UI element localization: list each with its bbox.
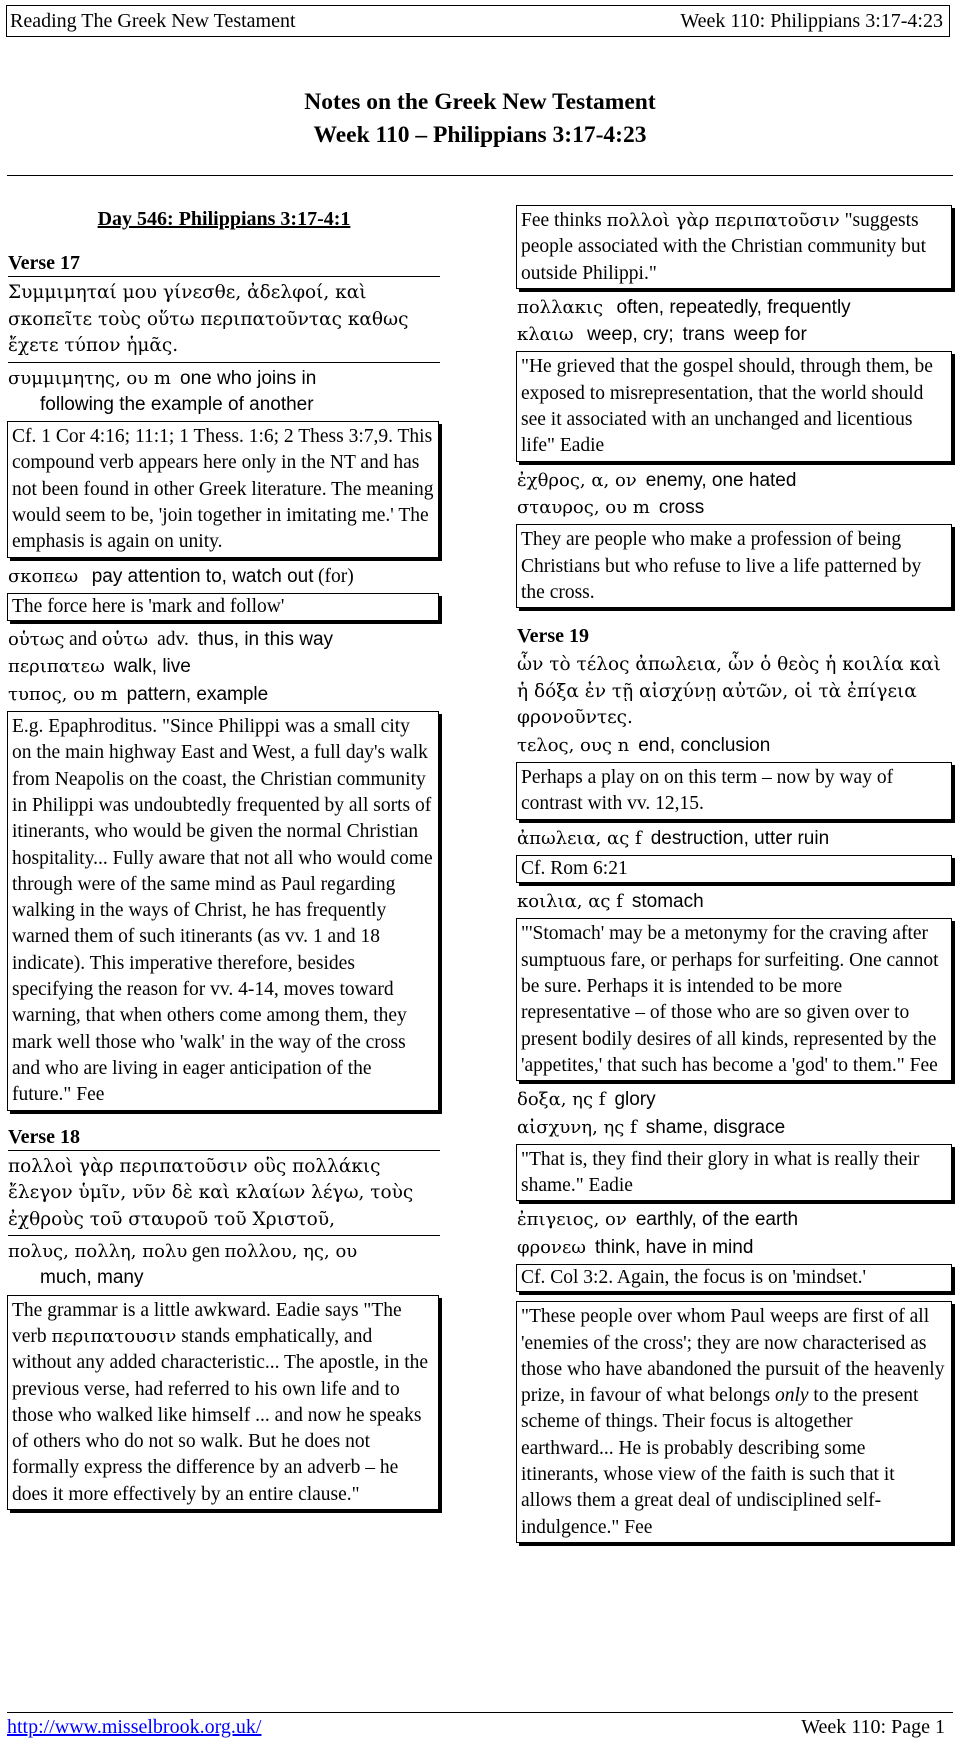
vocab-english: pay attention to, watch out (91, 565, 314, 587)
vocab-english: one who joins in (180, 367, 317, 389)
vocab-entry (517, 888, 953, 915)
vocab-entry (517, 294, 953, 321)
note-text: stands emphatically, and without any added characteristic... The apostle, in the previous verse, had referred to his own life and to those who walked like himself ... and now he speaks of others who do not so walk. But he does not formally express the difference by an adverb – he does it more effectively by an entire clause." (12, 1325, 429, 1505)
vocab-entry (517, 321, 953, 348)
vocab-entry (517, 1086, 953, 1113)
vocab-greek: πολλακις (517, 296, 604, 318)
vocab-entry (8, 365, 440, 419)
vocab-greek: ἀπωλεια, ας f (517, 827, 642, 849)
vocab-greek: αἰσχυνη, ης f (517, 1116, 637, 1138)
vocab-greek: τυπος, ου m (8, 683, 118, 705)
vocab-entry (517, 732, 953, 759)
vocab-entry (517, 1114, 953, 1141)
title-rule (7, 175, 953, 176)
note-box: Cf. Col 3:2. Again, the focus is on 'mindset.' (516, 1264, 952, 1292)
vocab-english: walk, live (113, 656, 191, 678)
vocab-greek: ἐπιγειος, ον (517, 1209, 627, 1231)
vocab-grammar: trans (682, 324, 725, 346)
verse-17-greek: Συμμιμηταί μου γίνεσθε, ἀδελφοί, καὶ σκοπεῖτε τοὺς οὕτω περιπατοῦντας καθως ἔχετε τύπον ἡμᾶς. (8, 280, 440, 363)
note-box: The force here is 'mark and follow' (7, 593, 439, 621)
title-line-1: Notes on the Greek New Testament (304, 89, 656, 115)
vocab-entry (517, 467, 953, 494)
vocab-greek: σκοπεω (8, 565, 79, 587)
vocab-greek: ἐχθρος, α, ον (517, 469, 637, 491)
verse-19-greek: ὧν τὸ τέλος ἀπωλεια, ὧν ὁ θεὸς ἡ κοιλία καὶ ἡ δόξα ἐν τῇ αἰσχύνῃ αὐτῶν, οἱ τὰ ἐπίγεια φρονοῦντες. (517, 654, 941, 729)
header-book-title: Reading The Greek New Testament (10, 10, 296, 32)
page-footer (7, 1714, 953, 1740)
vocab-entry (517, 1234, 953, 1261)
vocab-entry (8, 681, 440, 708)
note-text: Fee thinks (521, 210, 602, 231)
vocab-entry (8, 626, 440, 653)
vocab-greek: τελος, ους n (517, 734, 630, 756)
vocab-entry (8, 563, 440, 590)
footer-rule (7, 1712, 953, 1713)
note-box: E.g. Epaphroditus. "Since Philippi was a small city on the main highway East and West, a full day's walk from Neapolis on the coast, the Christian community in Philippi was undoubtedly frequented by all sorts of itinerants, who would be given the normal Christian hospitality... Fully aware that not all who would come through were of the same mind as Paul regarding walking in the ways of Christ, he has frequently warned them of such itinerants (as vv. 1 and 18 indicate). This imperative therefore, besides specifying the reason for vv. 4-14, moves toward warning, that when others come among them, they mark well those who 'walk' in the way of the cross and who are living in eager anticipation of the future." Fee (7, 711, 439, 1110)
vocab-english: glory (614, 1089, 656, 1111)
verse-18-heading: Verse 18 (8, 1125, 440, 1151)
header-week: Week 110: Philippians 3:17-4:23 (680, 10, 943, 32)
left-column (8, 205, 440, 1515)
vocab-entry (517, 1206, 953, 1233)
vocab-entry (517, 825, 953, 852)
vocab-greek: σταυρος, ου m (517, 496, 650, 518)
vocab-english: weep, cry; (587, 324, 674, 346)
vocab-english: thus, in this way (197, 629, 334, 651)
note-box: They are people who make a profession of being Christians but who refuse to live a life patterned by the cross. (516, 524, 952, 608)
verse-17-heading: Verse 17 (8, 251, 440, 277)
verse-19-heading: Verse 19 (517, 625, 590, 648)
vocab-english: often, repeatedly, frequently (616, 296, 851, 318)
vocab-part-of-speech: adv. (157, 629, 189, 651)
note-text: to the present scheme of things. Their focus is altogether earthward... He is probably describing some itinerants, whose view of the faith is such that it allows them a great deal of undisciplined self-indulgence." Fee (521, 1385, 919, 1538)
vocab-english: end, conclusion (638, 734, 771, 756)
note-box: Perhaps a play on on this term – now by way of contrast with vv. 12,15. (516, 762, 952, 820)
note-text: The grammar is a little awkward. Eadie says "The verb (12, 1299, 402, 1347)
note-greek: πολλοὶ γὰρ περιπατοῦσιν (606, 210, 840, 231)
website-link[interactable]: http://www.misselbrook.org.uk/ (7, 1716, 262, 1738)
vocab-english: much, many (40, 1267, 144, 1289)
vocab-greek: φρονεω (517, 1236, 586, 1258)
vocab-entry (8, 653, 440, 680)
vocab-entry (8, 1238, 440, 1292)
note-box: "He grieved that the gospel should, through them, be exposed to misrepresentation, that the world should see it associated with an unchanged and licentious life" Eadie (516, 351, 952, 461)
note-box: Cf. Rom 6:21 (516, 855, 952, 883)
vocab-greek: πολυς, πολλη, πολυ (8, 1241, 188, 1263)
vocab-greek: οὑτως (8, 629, 65, 651)
note-box (516, 1301, 952, 1543)
note-text: "These people over whom Paul weeps are first of all 'enemies of the cross'; they are now characterised as those who have abandoned the pursuit of the heavenly prize, in favour of what belongs (521, 1306, 945, 1407)
vocab-greek: πολλου, ης, ου (224, 1241, 358, 1263)
right-column (517, 205, 953, 1548)
vocab-entry (517, 494, 953, 521)
vocab-greek: περιπατεω (8, 656, 105, 678)
note-box (7, 1295, 439, 1510)
note-greek: περιπατουσιν (51, 1325, 177, 1347)
vocab-greek: κοιλια, ας f (517, 891, 623, 913)
note-text: "suggests people associated with the Christian community but outside Philippi." (521, 210, 927, 284)
vocab-note: (for) (318, 565, 354, 587)
note-emphasis: only (774, 1385, 809, 1407)
page-title (0, 86, 960, 152)
vocab-english: weep for (733, 324, 807, 346)
vocab-english: cross (658, 496, 705, 518)
vocab-conjunction: and (69, 629, 98, 651)
vocab-greek: δοξα, ης f (517, 1089, 606, 1111)
vocab-english: stomach (631, 891, 704, 913)
note-box: Cf. 1 Cor 4:16; 11:1; 1 Thess. 1:6; 2 Thess 3:7,9. This compound verb appears here only in the NT and has not been found in other Greek literature. The meaning would seem to be, 'join together in imitating me.' The emphasis is again on unity. (7, 421, 439, 557)
note-box: "'Stomach' may be a metonymy for the craving after sumptuous fare, or perhaps for surfeiting. One cannot be sure. Perhaps it is intended to be more representative – of those who are so given over to present bodily desires of all kinds, represented by the 'appetites,' that such has become a 'god' to them." Fee (516, 918, 952, 1081)
vocab-english: earthly, of the earth (635, 1209, 799, 1231)
page-header (6, 5, 950, 37)
vocab-grammar: gen (191, 1241, 220, 1263)
verse-18-greek: πολλοὶ γὰρ περιπατοῦσιν οὓς πολλάκις ἔλεγον ὑμῖν, νῦν δὲ καὶ κλαίων λέγω, τοὺς ἐχθροὺς τοῦ σταυροῦ τοῦ Χριστοῦ, (8, 1154, 440, 1237)
note-box: "That is, they find their glory in what is really their shame." Eadie (516, 1144, 952, 1202)
vocab-english: enemy, one hated (645, 469, 797, 491)
day-heading: Day 546: Philippians 3:17-4:1 (97, 208, 351, 230)
page-number: Week 110: Page 1 (801, 1716, 945, 1738)
note-box (516, 205, 952, 289)
vocab-english: following the example of another (40, 393, 314, 415)
title-line-2: Week 110 – Philippians 3:17-4:23 (313, 122, 647, 148)
vocab-greek: κλαιω (517, 324, 574, 346)
vocab-english: shame, disgrace (645, 1116, 786, 1138)
vocab-english: destruction, utter ruin (650, 827, 830, 849)
vocab-english: pattern, example (126, 683, 269, 705)
vocab-greek: οὑτω (101, 629, 149, 651)
vocab-english: think, have in mind (594, 1236, 754, 1258)
vocab-greek: συμμιμητης, ου m (8, 367, 172, 389)
